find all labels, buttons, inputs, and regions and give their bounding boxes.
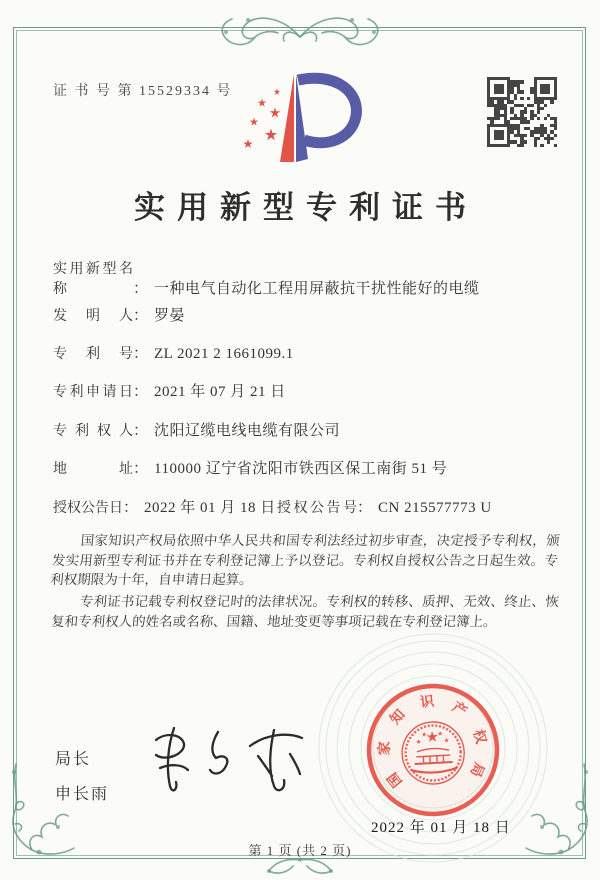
svg-text:权: 权 (469, 728, 488, 746)
field-value: 罗晏 (154, 308, 186, 324)
field-label: 授权公告日 (53, 501, 123, 516)
field-value: 一种电气自动化工程用屏蔽抗干扰性能好的电缆 (154, 281, 480, 297)
field-row-name: 实用新型名称 ： 一种电气自动化工程用屏蔽抗干扰性能好的电缆 (53, 258, 553, 280)
field-value: CN 215577773 U (378, 500, 492, 516)
certificate-title: 实用新型专利证书 (134, 190, 478, 225)
field-value: 沈阳辽缆电线电缆有限公司 (154, 423, 341, 439)
bottom-right-corner-flourish (522, 762, 592, 857)
official-seal-icon (354, 671, 512, 829)
svg-text:知: 知 (388, 707, 409, 728)
qr-code-icon (487, 77, 557, 147)
field-label: 授权公告号 (277, 501, 357, 516)
field-row-grant: 授权公告日： 2022 年 01 月 18 日 授权公告号： CN 215577773 U (53, 496, 553, 518)
svg-text:识: 识 (419, 694, 436, 712)
field-row-filing-date: 专利申请日： 2021 年 07 月 21 日 (53, 380, 553, 402)
field-value: 2021 年 07 月 21 日 (154, 384, 286, 400)
field-label: 专利申请日 (53, 385, 133, 400)
grant-publication-number: 授权公告号： CN 215577773 U (277, 496, 492, 517)
certificate-number: 证 书 号 第 15529334 号 (53, 84, 233, 99)
field-value: 2022 年 01 月 18 日 (144, 500, 276, 516)
legal-paragraph-2: 专利证书记载专利权登记时的法律状况。专利权的转移、质押、无效、终止、恢复和专利权人的姓名或名称、国籍、地址变更等事项记载在专利登记簿上。 (50, 593, 560, 628)
svg-text:产: 产 (448, 700, 469, 721)
grant-date: 2022 年 01 月 18 日 (371, 820, 511, 836)
cnipa-logo (228, 72, 373, 164)
page-number: 第 1 页 (共 2 页) (248, 843, 352, 858)
director-block (55, 746, 109, 816)
field-label: 专利号 (53, 347, 133, 362)
field-value: ZL 2021 2 1661099.1 (154, 346, 294, 362)
director-title: 局长 (55, 751, 92, 768)
bottom-center-flourish (235, 856, 365, 880)
field-label: 专利权人 (53, 424, 133, 439)
top-center-flourish (190, 8, 410, 48)
field-label: 发明人 (53, 309, 133, 324)
svg-text:国: 国 (385, 769, 406, 790)
svg-text:局: 局 (466, 759, 487, 779)
field-row-patentee: 专利权人： 沈阳辽缆电线电缆有限公司 (53, 419, 553, 441)
legal-paragraph-1: 国家知识产权局依照中华人民共和国专利法经过初步审查，决定授予专利权，颁发实用新型专利证书并在专利登记簿上予以登记。专利权自授权公告之日起生效。专利权期限为十年，自申请日起算。 (49, 533, 561, 587)
field-row-inventor: 发明人： 罗晏 (53, 304, 553, 326)
legal-text (49, 531, 561, 633)
field-row-address: 地址： 110000 辽宁省沈阳市铁西区保工南街 51 号 (53, 457, 553, 479)
field-label: 地址 (53, 462, 133, 477)
field-label: 实用新型名称 (53, 262, 133, 297)
field-row-patent-no: 专利号： ZL 2021 2 1661099.1 (53, 342, 553, 364)
director-name: 申长雨 (55, 786, 110, 803)
handwritten-signature-icon (138, 724, 318, 809)
svg-text:家: 家 (377, 741, 394, 756)
field-value: 110000 辽宁省沈阳市铁西区保工南街 51 号 (154, 461, 448, 477)
